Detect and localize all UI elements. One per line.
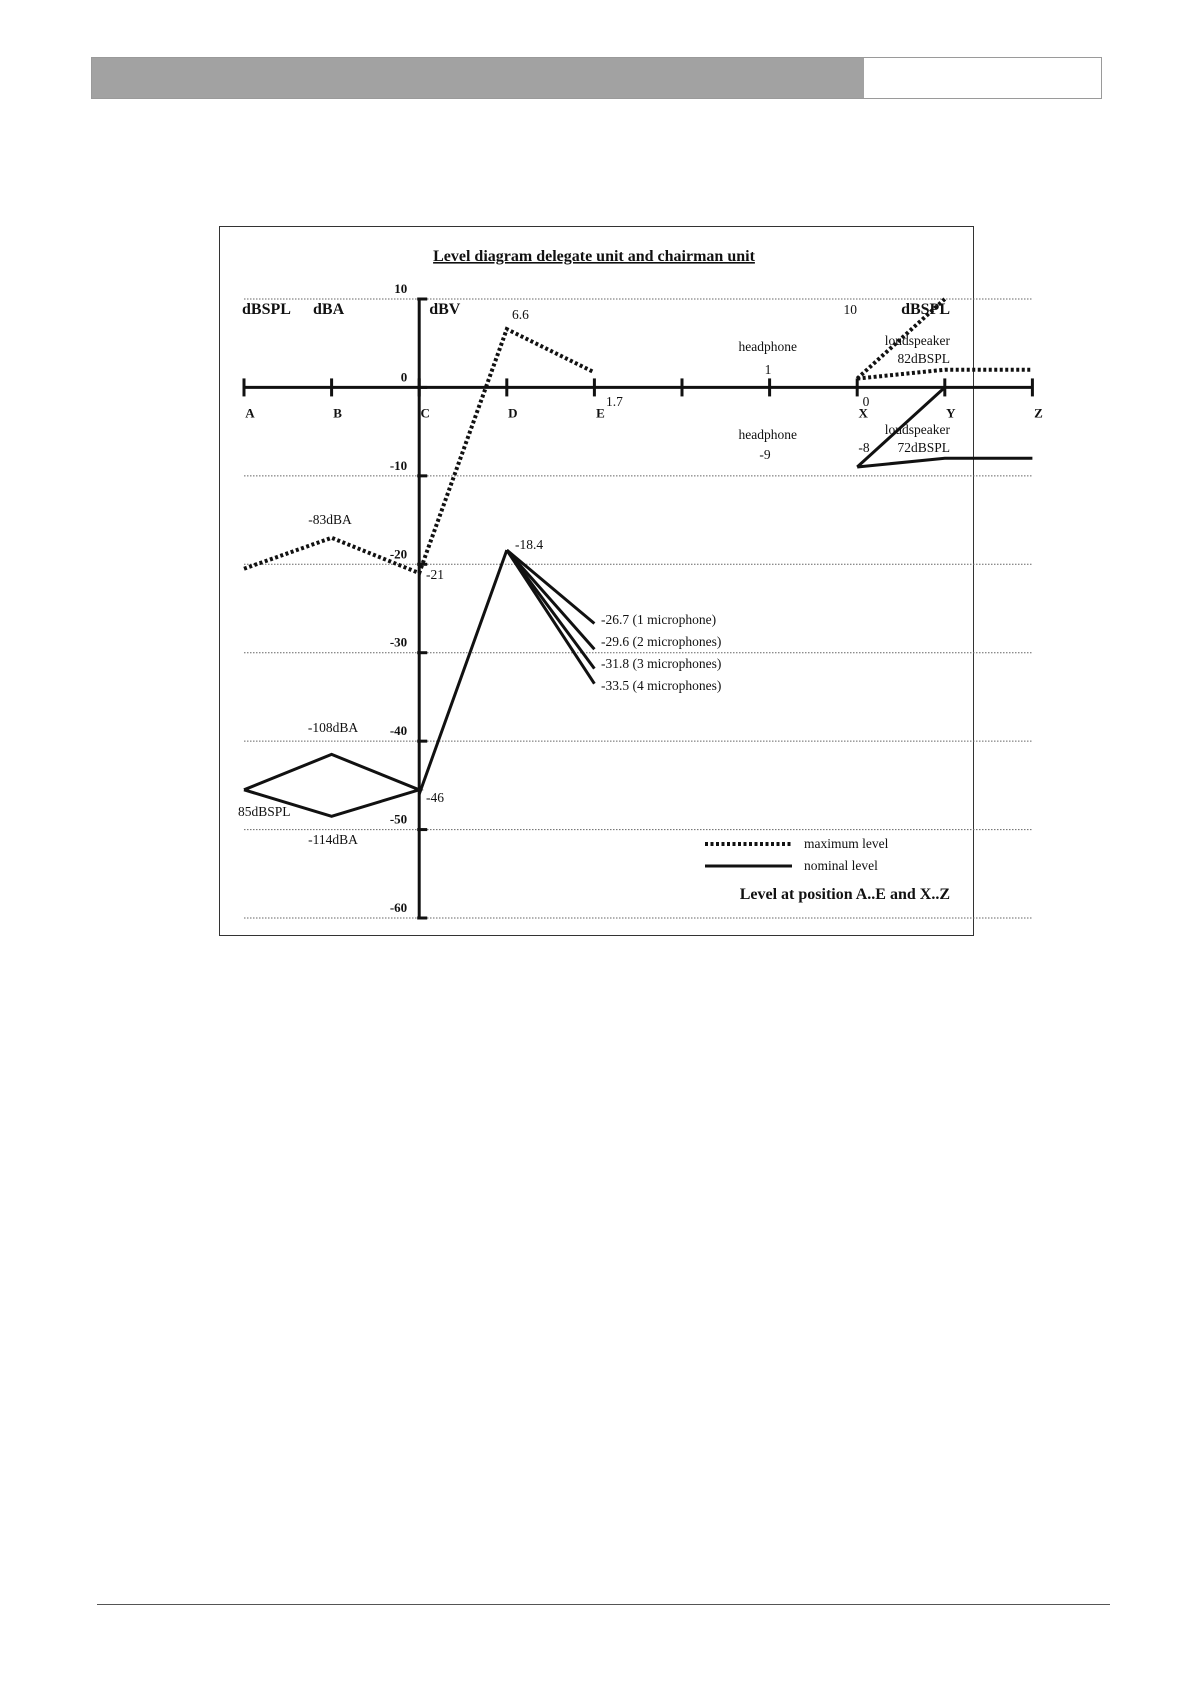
value-label-v-m18-4: -18.4 [515, 537, 544, 552]
level-diagram-chart [220, 227, 1043, 937]
page-footer-rule [97, 1604, 1110, 1605]
value-label-v-1: 1 [764, 362, 772, 377]
y-tick-label: -30 [389, 634, 408, 650]
value-label-v-hp-nom: headphone [738, 427, 797, 442]
x-tick-label-e: E [596, 405, 605, 421]
unit-label-dbspl-left: dBSPL [242, 301, 291, 318]
nominal-level-line [419, 550, 507, 794]
x-tick-label-c: C [420, 405, 430, 421]
y-tick-label: -20 [389, 546, 408, 562]
value-label-v-ls-max: loudspeaker [884, 333, 950, 348]
legend-label-maximum: maximum level [804, 836, 889, 851]
value-label-v-10: 10 [843, 302, 857, 317]
max-level-line [857, 370, 1032, 379]
page-header-bar [91, 57, 1102, 99]
x-tick-label-z: Z [1034, 405, 1043, 421]
header-blank-cell [864, 58, 1101, 98]
y-tick-label: -40 [389, 723, 408, 739]
nominal-level-line [857, 458, 1032, 467]
value-label-v-85dbspl: 85dBSPL [238, 804, 291, 819]
value-label-v-m83dba: -83dBA [308, 512, 352, 527]
value-label-v-82: 82dBSPL [897, 351, 950, 366]
value-label-v-72: 72dBSPL [897, 440, 950, 455]
nominal-level-line [507, 550, 595, 649]
legend-label-nominal: nominal level [804, 858, 878, 873]
value-label-v-m8: -8 [858, 440, 870, 455]
x-tick-label-d: D [508, 405, 518, 421]
nominal-level-line [507, 550, 595, 684]
header-shaded-band [92, 58, 864, 98]
value-label-v-ls-nom: loudspeaker [884, 422, 950, 437]
value-label-v-m108dba: -108dBA [307, 720, 359, 735]
value-label-v-0: 0 [862, 394, 870, 409]
x-tick-label-b: B [333, 405, 342, 421]
y-tick-label: 10 [394, 281, 408, 296]
x-tick-label-x: X [858, 405, 868, 421]
y-tick-label: 0 [400, 369, 408, 385]
value-label-v-m9: -9 [759, 447, 771, 462]
value-label-v-m114dba: -114dBA [308, 832, 358, 847]
value-label-v-mic4: -33.5 (4 microphones) [601, 678, 722, 693]
chart-footer-caption: Level at position A..E and X..Z [739, 886, 950, 903]
unit-label-dbspl-right: dBSPL [901, 301, 950, 318]
value-label-v-hp-max: headphone [738, 339, 797, 354]
y-tick-label: -10 [389, 457, 408, 473]
value-label-v-m21: -21 [426, 567, 444, 582]
value-label-v-1-7: 1.7 [606, 394, 623, 409]
chart-title: Level diagram delegate unit and chairman unit [433, 248, 755, 265]
unit-label-dba: dBA [313, 301, 345, 318]
y-tick-label: -60 [389, 900, 408, 915]
x-tick-label-y: Y [946, 405, 956, 421]
value-label-v-mic1: -26.7 (1 microphone) [601, 612, 717, 627]
y-tick-label: -50 [389, 811, 408, 827]
value-label-v-mic2: -29.6 (2 microphones) [601, 634, 722, 649]
unit-label-dbv: dBV [429, 301, 461, 318]
value-label-v-m46: -46 [426, 790, 444, 805]
x-tick-label-a: A [245, 405, 255, 421]
nominal-level-line [507, 550, 595, 623]
level-diagram-figure [219, 226, 1043, 936]
value-label-v-mic3: -31.8 (3 microphones) [601, 656, 722, 671]
value-label-v-6-6: 6.6 [512, 307, 529, 322]
